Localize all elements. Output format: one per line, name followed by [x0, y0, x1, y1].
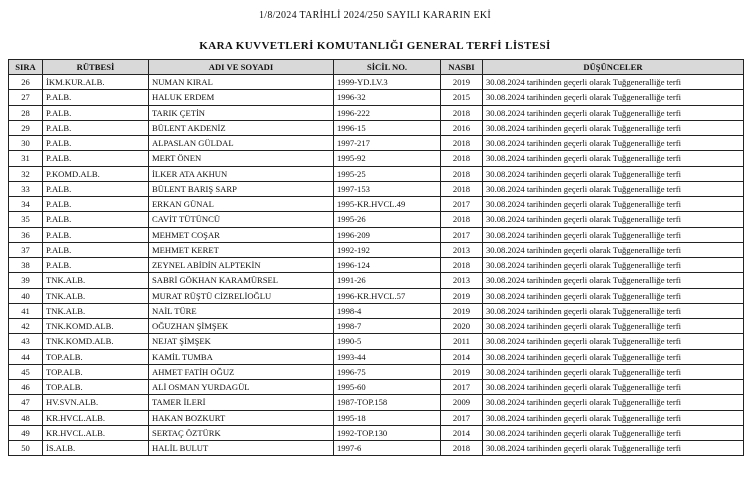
cell-full-name: AHMET FATİH OĞUZ	[149, 364, 334, 379]
table-row	[9, 334, 744, 349]
table-row	[9, 242, 744, 257]
cell-registry-number: 1996-222	[334, 105, 441, 120]
cell-row-number: 33	[9, 181, 43, 196]
cell-full-name: ZEYNEL ABİDİN ALPTEKİN	[149, 258, 334, 273]
cell-full-name: SERTAÇ ÖZTÜRK	[149, 425, 334, 440]
cell-full-name: NAİL TÜRE	[149, 303, 334, 318]
cell-remarks: 30.08.2024 tarihinden geçerli olarak Tuğgeneralliğe terfi	[483, 364, 744, 379]
cell-row-number: 36	[9, 227, 43, 242]
cell-row-number: 26	[9, 75, 43, 90]
cell-registry-number: 1997-217	[334, 136, 441, 151]
cell-registry-number: 1999-YD.LV.3	[334, 75, 441, 90]
cell-rank: P.ALB.	[43, 258, 149, 273]
cell-full-name: MEHMET COŞAR	[149, 227, 334, 242]
cell-registry-number: 1995-60	[334, 380, 441, 395]
cell-registry-number: 1990-5	[334, 334, 441, 349]
cell-remarks: 30.08.2024 tarihinden geçerli olarak Tuğgeneralliğe terfi	[483, 151, 744, 166]
cell-registry-number: 1995-KR.HVCL.49	[334, 197, 441, 212]
cell-registry-number: 1995-92	[334, 151, 441, 166]
cell-rank: P.ALB.	[43, 136, 149, 151]
cell-registry-number: 1991-26	[334, 273, 441, 288]
cell-remarks: 30.08.2024 tarihinden geçerli olarak Tuğgeneralliğe terfi	[483, 441, 744, 456]
table-row	[9, 136, 744, 151]
cell-full-name: SABRİ GÖKHAN KARAMÜRSEL	[149, 273, 334, 288]
cell-row-number: 44	[9, 349, 43, 364]
cell-registry-number: 1995-26	[334, 212, 441, 227]
cell-commission-year: 2017	[441, 380, 483, 395]
promotion-table	[8, 59, 744, 456]
cell-registry-number: 1995-25	[334, 166, 441, 181]
cell-full-name: MERT ÖNEN	[149, 151, 334, 166]
cell-full-name: NUMAN KIRAL	[149, 75, 334, 90]
table-row	[9, 181, 744, 196]
cell-registry-number: 1996-124	[334, 258, 441, 273]
cell-remarks: 30.08.2024 tarihinden geçerli olarak Tuğgeneralliğe terfi	[483, 166, 744, 181]
cell-row-number: 40	[9, 288, 43, 303]
cell-rank: TNK.ALB.	[43, 288, 149, 303]
cell-remarks: 30.08.2024 tarihinden geçerli olarak Tuğgeneralliğe terfi	[483, 242, 744, 257]
cell-full-name: HAKAN BOZKURT	[149, 410, 334, 425]
cell-remarks: 30.08.2024 tarihinden geçerli olarak Tuğgeneralliğe terfi	[483, 319, 744, 334]
cell-registry-number: 1992-192	[334, 242, 441, 257]
cell-commission-year: 2018	[441, 151, 483, 166]
cell-commission-year: 2020	[441, 319, 483, 334]
cell-registry-number: 1995-18	[334, 410, 441, 425]
cell-full-name: NEJAT ŞİMŞEK	[149, 334, 334, 349]
column-header-sicil-no: SİCİL NO.	[334, 60, 441, 75]
cell-remarks: 30.08.2024 tarihinden geçerli olarak Tuğgeneralliğe terfi	[483, 380, 744, 395]
cell-registry-number: 1996-32	[334, 90, 441, 105]
cell-commission-year: 2013	[441, 242, 483, 257]
cell-rank: TNK.KOMD.ALB.	[43, 319, 149, 334]
cell-full-name: KAMİL TUMBA	[149, 349, 334, 364]
cell-full-name: TARIK ÇETİN	[149, 105, 334, 120]
table-row	[9, 319, 744, 334]
cell-registry-number: 1993-44	[334, 349, 441, 364]
cell-registry-number: 1997-153	[334, 181, 441, 196]
cell-rank: TOP.ALB.	[43, 380, 149, 395]
cell-full-name: CAVİT TÜTÜNCÜ	[149, 212, 334, 227]
cell-commission-year: 2019	[441, 303, 483, 318]
cell-row-number: 29	[9, 120, 43, 135]
cell-remarks: 30.08.2024 tarihinden geçerli olarak Tuğgeneralliğe terfi	[483, 410, 744, 425]
cell-commission-year: 2018	[441, 441, 483, 456]
cell-commission-year: 2014	[441, 349, 483, 364]
cell-remarks: 30.08.2024 tarihinden geçerli olarak Tuğgeneralliğe terfi	[483, 197, 744, 212]
cell-remarks: 30.08.2024 tarihinden geçerli olarak Tuğgeneralliğe terfi	[483, 90, 744, 105]
cell-remarks: 30.08.2024 tarihinden geçerli olarak Tuğgeneralliğe terfi	[483, 75, 744, 90]
cell-rank: P.ALB.	[43, 151, 149, 166]
cell-registry-number: 1996-KR.HVCL.57	[334, 288, 441, 303]
cell-rank: İKM.KUR.ALB.	[43, 75, 149, 90]
cell-row-number: 45	[9, 364, 43, 379]
cell-commission-year: 2011	[441, 334, 483, 349]
cell-row-number: 27	[9, 90, 43, 105]
cell-registry-number: 1996-15	[334, 120, 441, 135]
cell-row-number: 32	[9, 166, 43, 181]
column-header-nasbi: NASBI	[441, 60, 483, 75]
document-title: KARA KUVVETLERİ KOMUTANLIĞI GENERAL TERFİ LİSTESİ	[199, 40, 551, 52]
cell-commission-year: 2018	[441, 105, 483, 120]
cell-rank: TNK.KOMD.ALB.	[43, 334, 149, 349]
cell-row-number: 34	[9, 197, 43, 212]
cell-rank: P.ALB.	[43, 227, 149, 242]
column-header-rutbe: RÜTBESİ	[43, 60, 149, 75]
cell-row-number: 31	[9, 151, 43, 166]
table-row	[9, 90, 744, 105]
cell-commission-year: 2019	[441, 364, 483, 379]
cell-rank: P.KOMD.ALB.	[43, 166, 149, 181]
decree-reference: 1/8/2024 TARİHLİ 2024/250 SAYILI KARARIN EKİ	[258, 10, 492, 21]
cell-commission-year: 2019	[441, 288, 483, 303]
cell-rank: P.ALB.	[43, 181, 149, 196]
cell-full-name: ERKAN GÜNAL	[149, 197, 334, 212]
cell-rank: TNK.ALB.	[43, 273, 149, 288]
table-row	[9, 75, 744, 90]
table-row	[9, 197, 744, 212]
cell-row-number: 41	[9, 303, 43, 318]
cell-rank: KR.HVCL.ALB.	[43, 425, 149, 440]
cell-remarks: 30.08.2024 tarihinden geçerli olarak Tuğgeneralliğe terfi	[483, 227, 744, 242]
cell-full-name: TAMER İLERİ	[149, 395, 334, 410]
cell-rank: TOP.ALB.	[43, 349, 149, 364]
cell-registry-number: 1996-209	[334, 227, 441, 242]
cell-remarks: 30.08.2024 tarihinden geçerli olarak Tuğgeneralliğe terfi	[483, 349, 744, 364]
table-row	[9, 105, 744, 120]
cell-commission-year: 2018	[441, 181, 483, 196]
cell-row-number: 42	[9, 319, 43, 334]
cell-remarks: 30.08.2024 tarihinden geçerli olarak Tuğgeneralliğe terfi	[483, 303, 744, 318]
cell-full-name: HALİL BULUT	[149, 441, 334, 456]
cell-registry-number: 1992-TOP.130	[334, 425, 441, 440]
cell-rank: P.ALB.	[43, 242, 149, 257]
table-row	[9, 395, 744, 410]
table-row	[9, 288, 744, 303]
cell-rank: P.ALB.	[43, 212, 149, 227]
cell-row-number: 28	[9, 105, 43, 120]
cell-remarks: 30.08.2024 tarihinden geçerli olarak Tuğgeneralliğe terfi	[483, 120, 744, 135]
cell-commission-year: 2018	[441, 258, 483, 273]
cell-remarks: 30.08.2024 tarihinden geçerli olarak Tuğgeneralliğe terfi	[483, 425, 744, 440]
table-row	[9, 364, 744, 379]
cell-remarks: 30.08.2024 tarihinden geçerli olarak Tuğgeneralliğe terfi	[483, 258, 744, 273]
cell-commission-year: 2018	[441, 212, 483, 227]
table-row	[9, 212, 744, 227]
cell-row-number: 50	[9, 441, 43, 456]
cell-rank: HV.SVN.ALB.	[43, 395, 149, 410]
cell-commission-year: 2018	[441, 166, 483, 181]
table-row	[9, 441, 744, 456]
cell-row-number: 37	[9, 242, 43, 257]
table-row	[9, 349, 744, 364]
cell-full-name: ALPASLAN GÜLDAL	[149, 136, 334, 151]
cell-row-number: 46	[9, 380, 43, 395]
cell-row-number: 48	[9, 410, 43, 425]
cell-row-number: 39	[9, 273, 43, 288]
table-row	[9, 273, 744, 288]
cell-rank: P.ALB.	[43, 105, 149, 120]
table-body	[9, 75, 744, 456]
cell-remarks: 30.08.2024 tarihinden geçerli olarak Tuğgeneralliğe terfi	[483, 288, 744, 303]
cell-full-name: BÜLENT BARIŞ SARP	[149, 181, 334, 196]
cell-rank: P.ALB.	[43, 197, 149, 212]
table-row	[9, 166, 744, 181]
cell-remarks: 30.08.2024 tarihinden geçerli olarak Tuğgeneralliğe terfi	[483, 136, 744, 151]
cell-row-number: 30	[9, 136, 43, 151]
cell-rank: İS.ALB.	[43, 441, 149, 456]
column-header-sira: SIRA	[9, 60, 43, 75]
cell-commission-year: 2009	[441, 395, 483, 410]
cell-rank: KR.HVCL.ALB.	[43, 410, 149, 425]
cell-registry-number: 1998-7	[334, 319, 441, 334]
cell-commission-year: 2017	[441, 197, 483, 212]
cell-full-name: BÜLENT AKDENİZ	[149, 120, 334, 135]
cell-commission-year: 2019	[441, 75, 483, 90]
cell-commission-year: 2013	[441, 273, 483, 288]
cell-remarks: 30.08.2024 tarihinden geçerli olarak Tuğgeneralliğe terfi	[483, 181, 744, 196]
cell-registry-number: 1987-TOP.158	[334, 395, 441, 410]
cell-full-name: MEHMET KERET	[149, 242, 334, 257]
cell-remarks: 30.08.2024 tarihinden geçerli olarak Tuğgeneralliğe terfi	[483, 212, 744, 227]
table-row	[9, 151, 744, 166]
cell-row-number: 49	[9, 425, 43, 440]
table-header-row	[9, 60, 744, 75]
cell-full-name: MURAT RÜŞTÜ CİZRELİOĞLU	[149, 288, 334, 303]
cell-rank: P.ALB.	[43, 90, 149, 105]
cell-commission-year: 2014	[441, 425, 483, 440]
table-row	[9, 425, 744, 440]
table-row	[9, 380, 744, 395]
table-row	[9, 120, 744, 135]
cell-commission-year: 2017	[441, 227, 483, 242]
cell-full-name: İLKER ATA AKHUN	[149, 166, 334, 181]
cell-row-number: 35	[9, 212, 43, 227]
cell-commission-year: 2015	[441, 90, 483, 105]
cell-remarks: 30.08.2024 tarihinden geçerli olarak Tuğgeneralliğe terfi	[483, 105, 744, 120]
cell-remarks: 30.08.2024 tarihinden geçerli olarak Tuğgeneralliğe terfi	[483, 334, 744, 349]
table-row	[9, 303, 744, 318]
cell-full-name: OĞUZHAN ŞİMŞEK	[149, 319, 334, 334]
cell-row-number: 38	[9, 258, 43, 273]
cell-remarks: 30.08.2024 tarihinden geçerli olarak Tuğgeneralliğe terfi	[483, 395, 744, 410]
cell-full-name: ALİ OSMAN YURDAGÜL	[149, 380, 334, 395]
cell-commission-year: 2016	[441, 120, 483, 135]
cell-row-number: 47	[9, 395, 43, 410]
cell-registry-number: 1997-6	[334, 441, 441, 456]
cell-commission-year: 2018	[441, 136, 483, 151]
cell-remarks: 30.08.2024 tarihinden geçerli olarak Tuğgeneralliğe terfi	[483, 273, 744, 288]
cell-registry-number: 1996-75	[334, 364, 441, 379]
column-header-ad-soyad: ADI VE SOYADI	[149, 60, 334, 75]
table-row	[9, 410, 744, 425]
table-row	[9, 227, 744, 242]
column-header-dusunceler: DÜŞÜNCELER	[483, 60, 744, 75]
cell-rank: TOP.ALB.	[43, 364, 149, 379]
cell-commission-year: 2017	[441, 410, 483, 425]
cell-rank: P.ALB.	[43, 120, 149, 135]
cell-full-name: HALUK ERDEM	[149, 90, 334, 105]
cell-row-number: 43	[9, 334, 43, 349]
cell-registry-number: 1998-4	[334, 303, 441, 318]
cell-rank: TNK.ALB.	[43, 303, 149, 318]
table-row	[9, 258, 744, 273]
